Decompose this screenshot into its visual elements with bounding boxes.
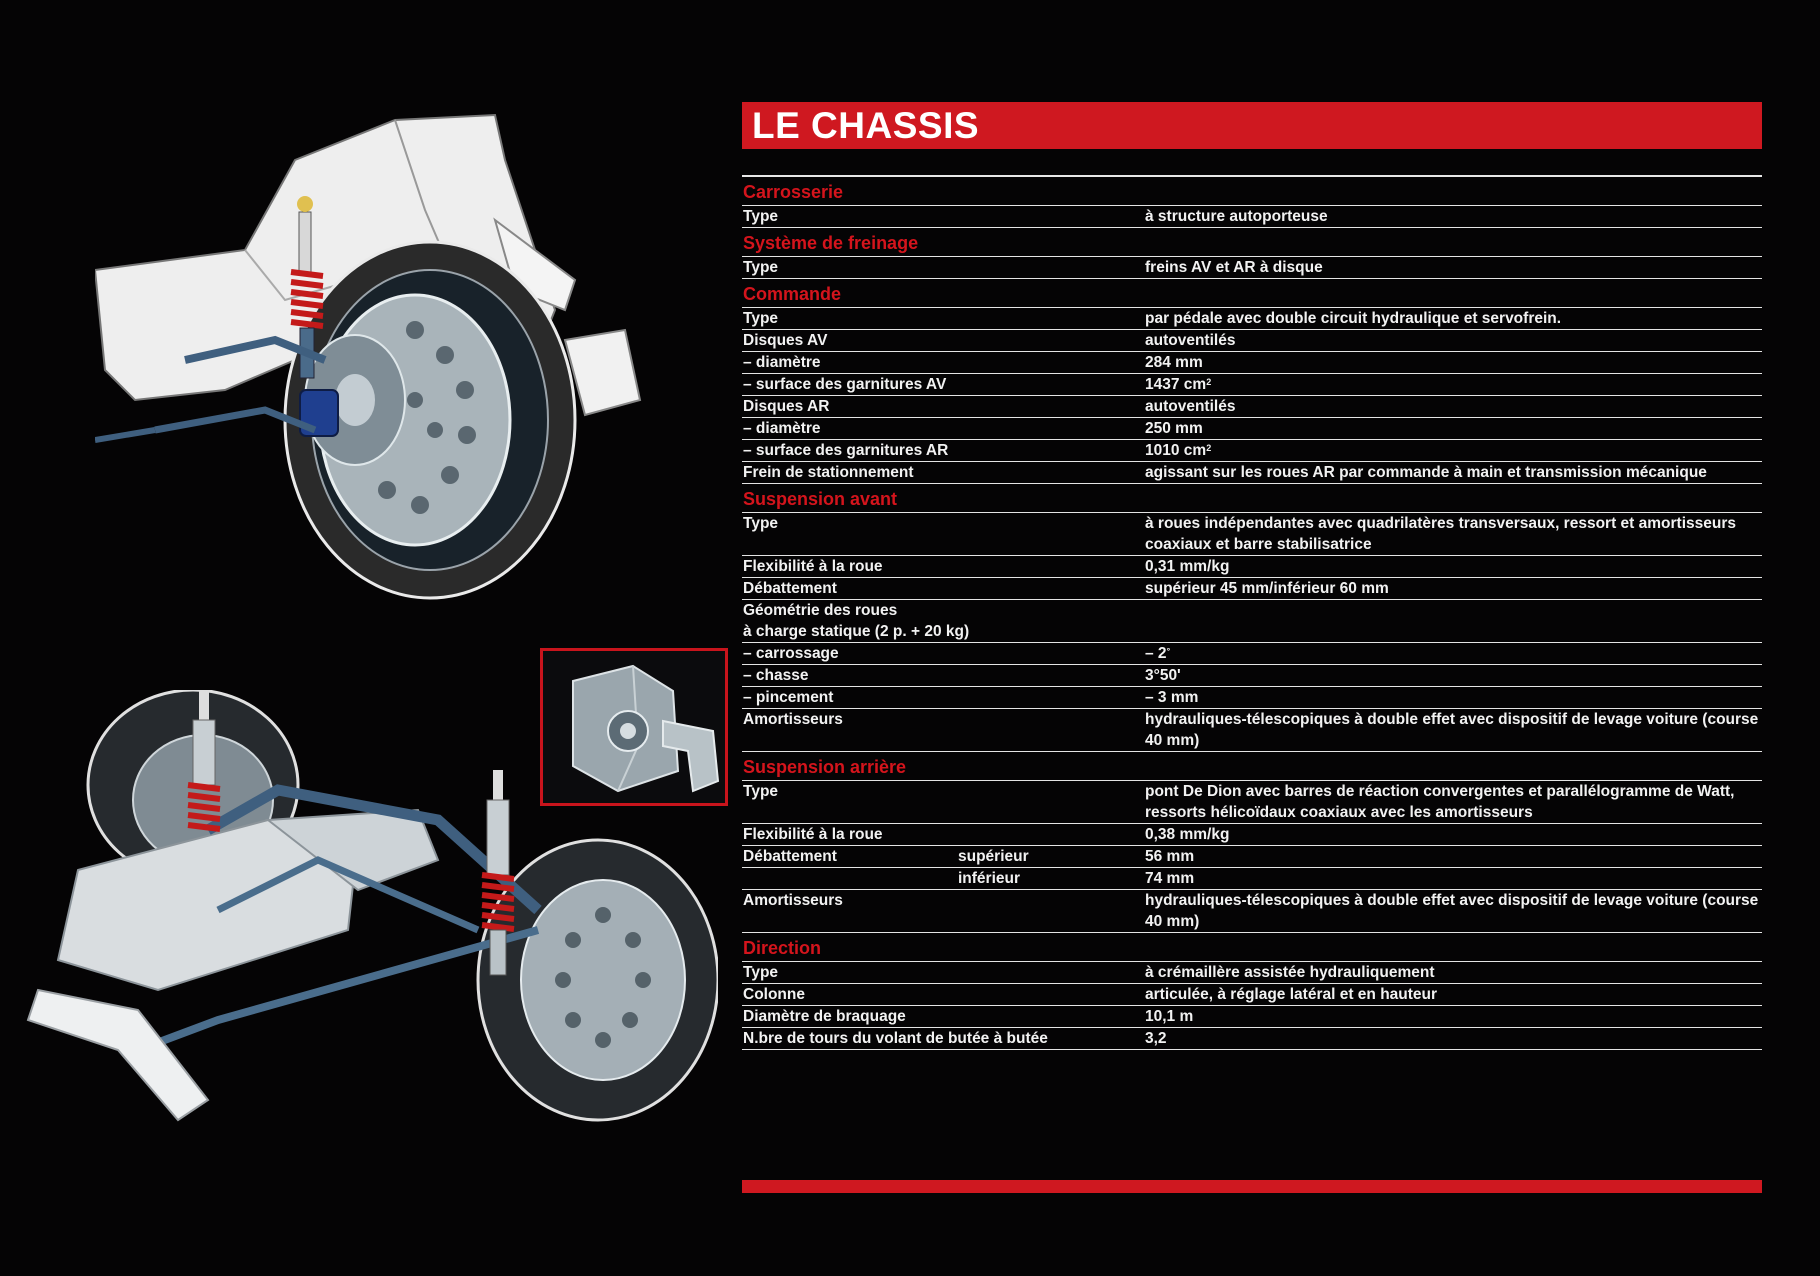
spec-row [742,307,1762,330]
spec-row [742,205,1762,228]
spec-row [742,868,1762,890]
spec-value [1145,352,1762,373]
spec-value [1145,418,1762,439]
spec-value [1145,709,1762,751]
spec-value-text: hydrauliques-télescopiques à double effet avec dispositif de levage voiture (course 40 mm) [1145,711,1759,749]
spec-value-text: hydrauliques-télescopiques à double effet avec dispositif de levage voiture (course 40 mm) [1145,892,1759,930]
spec-row [742,890,1762,933]
spec-row [742,961,1762,984]
spec-row [742,330,1762,352]
spec-label: Flexibilité à la roue [743,558,883,575]
spec-value [1145,600,1762,642]
spec-row [742,462,1762,484]
spec-value [1145,556,1762,577]
spec-row [742,418,1762,440]
spec-value-text: 0,38 mm/kg [1145,826,1230,843]
spec-label: Flexibilité à la roue [743,826,883,843]
spec-value-text: 10,1 m [1145,1008,1194,1025]
spec-label: – diamètre [743,354,821,371]
spec-value [1145,206,1762,227]
spec-value [1145,308,1762,329]
spec-row [742,352,1762,374]
spec-label: Type [743,783,779,800]
spec-value-text: pont De Dion avec barres de réaction convergentes et parallélogramme de Watt, ressorts hélicoïdaux coaxiaux avec les amortisseurs [1145,783,1735,821]
spec-row [742,846,1762,868]
spec-value [1145,890,1762,932]
spec-label: Type [743,964,779,981]
spec-value [1145,374,1762,395]
bottom-accent-bar [742,1180,1762,1193]
spec-value-text: articulée, à réglage latéral et en hauteur [1145,986,1438,1003]
spec-label: Débattement [743,580,837,597]
spec-row [742,512,1762,556]
spec-value-superscript: ° [1166,646,1171,656]
spec-value [1145,578,1762,599]
spec-label: Type [743,310,779,327]
spec-value-text: par pédale avec double circuit hydraulique et servofrein. [1145,310,1562,327]
spec-value-text: 3°50' [1145,667,1181,684]
spec-value-text: – 2 [1145,645,1167,662]
spec-value-text: 1437 cm [1145,376,1207,393]
front-suspension-illustration [95,100,655,600]
spec-value [1145,396,1762,417]
spec-value [1145,257,1762,278]
spec-value [1145,687,1762,708]
spec-label: Amortisseurs [743,892,843,909]
spec-row [742,556,1762,578]
spec-row [742,578,1762,600]
spec-sublabel: inférieur [958,870,1021,887]
spec-row [742,984,1762,1006]
section-title: Suspension avant [743,489,898,509]
spec-row [742,643,1762,665]
spec-value-text: – 3 mm [1145,689,1199,706]
spec-row [742,687,1762,709]
spec-value-text: 284 mm [1145,354,1203,371]
page-title: LE CHASSIS [742,102,1762,149]
spec-value [1145,440,1762,461]
spec-label: – pincement [743,689,834,706]
spec-value [1145,781,1762,823]
section-title: Direction [743,938,822,958]
spec-sublabel: supérieur [958,848,1029,865]
spec-value-text: autoventilés [1145,332,1236,349]
rear-suspension-illustration [18,690,718,1130]
spec-value-text: à structure autoporteuse [1145,208,1328,225]
spec-row [742,665,1762,687]
spec-value-text: 3,2 [1145,1030,1167,1047]
spec-value [1145,513,1762,555]
spec-label [742,868,958,889]
spec-value [1145,868,1762,889]
spec-value-text: à roues indépendantes avec quadrilatères transversaux, ressort et amortisseurs coaxiaux et barre stabilisatrice [1145,515,1736,553]
spec-label: – carrossage [743,645,839,662]
section-title: Suspension arrière [743,757,907,777]
spec-row [742,600,1762,643]
spec-label: – diamètre [743,420,821,437]
spec-value [1145,1006,1762,1027]
spec-label: – chasse [743,667,809,684]
spec-label: Disques AR [743,398,830,415]
spec-row [742,396,1762,418]
spec-value [1145,984,1762,1005]
spec-value-text: supérieur 45 mm/inférieur 60 mm [1145,580,1389,597]
spec-label: Type [743,208,779,225]
spec-value-text: 250 mm [1145,420,1203,437]
spec-value-text: agissant sur les roues AR par commande à main et transmission mécanique [1145,464,1707,481]
spec-row [742,780,1762,824]
spec-row [742,440,1762,462]
spec-value [1145,462,1762,483]
spec-value [1145,330,1762,351]
spec-label: Débattement [743,848,837,865]
spec-value-superscript: 2 [1206,443,1212,453]
spec-row [742,256,1762,279]
section-title: Système de freinage [743,233,919,253]
spec-label: Amortisseurs [743,711,843,728]
spec-sections [742,177,1762,1050]
spec-value-text: 56 mm [1145,848,1195,865]
spec-label: Type [743,515,779,532]
spec-value-text: 0,31 mm/kg [1145,558,1230,575]
spec-value [1145,824,1762,845]
spec-label: N.bre de tours du volant de butée à butée [743,1030,1048,1047]
spec-row [742,824,1762,846]
spec-label: – surface des garnitures AR [743,442,949,459]
spec-value-text: autoventilés [1145,398,1236,415]
spec-label: Colonne [743,986,805,1003]
spec-label: Diamètre de braquage [743,1008,906,1025]
spec-label: – surface des garnitures AV [743,376,947,393]
spec-value-text: 74 mm [1145,870,1195,887]
spec-value-superscript: 2 [1206,377,1212,387]
spec-row [742,1028,1762,1050]
spec-value-text: 1010 cm [1145,442,1207,459]
spec-label: Disques AV [743,332,828,349]
spec-row [742,374,1762,396]
spec-label: Géométrie des roues à charge statique (2 p. + 20 kg) [743,602,970,640]
spec-label: Type [743,259,779,276]
spec-value-text: freins AV et AR à disque [1145,259,1323,276]
spec-value [1145,846,1762,867]
spec-row [742,709,1762,752]
section-title: Commande [743,284,842,304]
spec-value [1145,1028,1762,1049]
spec-value [1145,665,1762,686]
spec-label: Frein de stationnement [743,464,914,481]
spec-value [1145,962,1762,983]
spec-value [1145,643,1762,664]
spec-sheet [742,102,1762,1050]
section-title: Carrosserie [743,182,844,202]
spec-value-text: à crémaillère assistée hydrauliquement [1145,964,1435,981]
spec-row [742,1006,1762,1028]
